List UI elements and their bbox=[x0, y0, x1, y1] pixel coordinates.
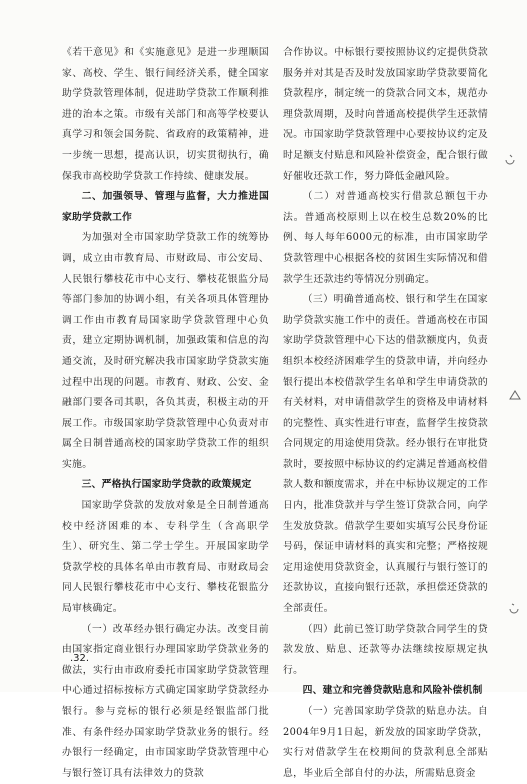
paragraph: 合作协议。中标银行要按照协议约定提供贷款服务并对其是否及时发放国家助学贷款要简化贷款程序，制定统一的贷款合同文本，规范办理贷款周期，及时向普通高校提供学生还款情况。市国家助学贷款管理中心要按协议约定及时足额支付贴息和风险补偿资金，配合银行做好催收还款工作，努力降低金融风险。 bbox=[283, 47, 488, 182]
section-heading: 四、建立和完善贷款贴息和风险补偿机制 bbox=[302, 685, 483, 697]
paragraph: （四）此前已签订助学贷款合同学生的贷款发放、贴息、还款等办法继续按原规定执行。 bbox=[283, 623, 488, 676]
paragraph: （二）对普通高校实行借款总额包干办法。普通高校原则上以在校生总数20%的比例、每人每年6000元的标准，由市国家助学贷款管理中心根据各校的贫困生实际情况和借款学生还款违约等情况分别确定。 bbox=[283, 191, 488, 285]
left-column bbox=[62, 43, 269, 784]
paragraph: （三）明确普通高校、银行和学生在国家助学贷款实施工作中的责任。普通高校在市国家助学贷款管理中心下达的借款额度内，负责组织本校经济困难学生的贷款申请，并向经办银行提出本校借款学生名单和学生申请贷款的有关材料，对申请借款学生的资格及申请材料的完整性、真实性进行审查，监督学生按贷款合同规定的用途使用贷款。经办银行在审批贷款时，要按照中标协议的约定满足普通高校借款人数和额度需求，并在中标协议规定的工作日内，批准贷款并与学生签订贷款合同，向学生发放贷款。借款学生要如实填写公民身份证号码，保证申请材料的真实和完整；严格按规定用途使用贷款资金，认真履行与银行签订的还款协议，直接向银行还款，承担偿还贷款的全部责任。 bbox=[283, 294, 488, 615]
margin-mark-icon bbox=[507, 602, 521, 616]
paragraph: 为加强对全市国家助学贷款工作的统筹协调，成立由市教育局、市财政局、市公安局、人民银行攀枝花市中心支行、攀枝花银监分局等部门参加的协调小组，有关各项具体管理协调工作由市教育局国家助学贷款管理中心负责，建立定期协调机制，加强政策和信息的沟通交流，及时研究解决我市国家助学贷款实施过程中出现的问题。市教育、财政、公安、金融部门要各司其职，各负其责，积极主动的开展工作。市级国家助学贷款管理中心负责对市属全日制普通高校的国家助学贷款工作的组织实施。 bbox=[62, 232, 269, 470]
paragraph: 《若干意见》和《实施意见》是进一步理顺国家、高校、学生、银行间经济关系，健全国家助学贷款管理体制，促进助学贷款工作顺利推进的治本之策。市级有关部门和高等学校要认真学习和领会国务院、省政府的政策精神，进一步统一思想，提高认识，切实贯彻执行，确保我市高校助学贷款工作持续、健康发展。 bbox=[62, 47, 269, 182]
margin-mark-icon bbox=[508, 388, 522, 402]
section-heading: 三、严格执行国家助学贷款的政策规定 bbox=[81, 479, 252, 491]
margin-mark-icon bbox=[503, 153, 517, 167]
page-number: .32. bbox=[70, 653, 90, 664]
section-heading: 二、加强领导、管理与监督，大力推进国家助学贷款工作 bbox=[62, 191, 269, 223]
paragraph: 国家助学贷款的发放对象是全日制普通高校中经济困难的本、专科学生（含高职学生）、研究生、第二学士学生。开展国家助学贷款学校的具体名单由市教育局、市财政局会同人民银行攀枝花市中心支行、攀枝花银监分局审核确定。 bbox=[62, 500, 269, 615]
right-column bbox=[283, 43, 488, 784]
paragraph: （一）改革经办银行确定办法。改变目前由国家指定商业银行办理国家助学贷款业务的做法，实行由市政府委托市国家助学贷款管理中心通过招标按标方式确定国家助学贷款经办银行。参与竞标的银行必须是经银监部门批准、有条件经办国家助学贷款业务的银行。经办银行一经确定，由市国家助学贷款管理中心与银行签订具有法律效力的贷款 bbox=[62, 623, 269, 779]
paragraph: （一）完善国家助学贷款的贴息办法。自2004年9月1日起，新发放的国家助学贷款，实行对借款学生在校期间的贷款利息全部贴息，毕业后全部自付的办法，所需贴息资金 bbox=[283, 706, 488, 779]
